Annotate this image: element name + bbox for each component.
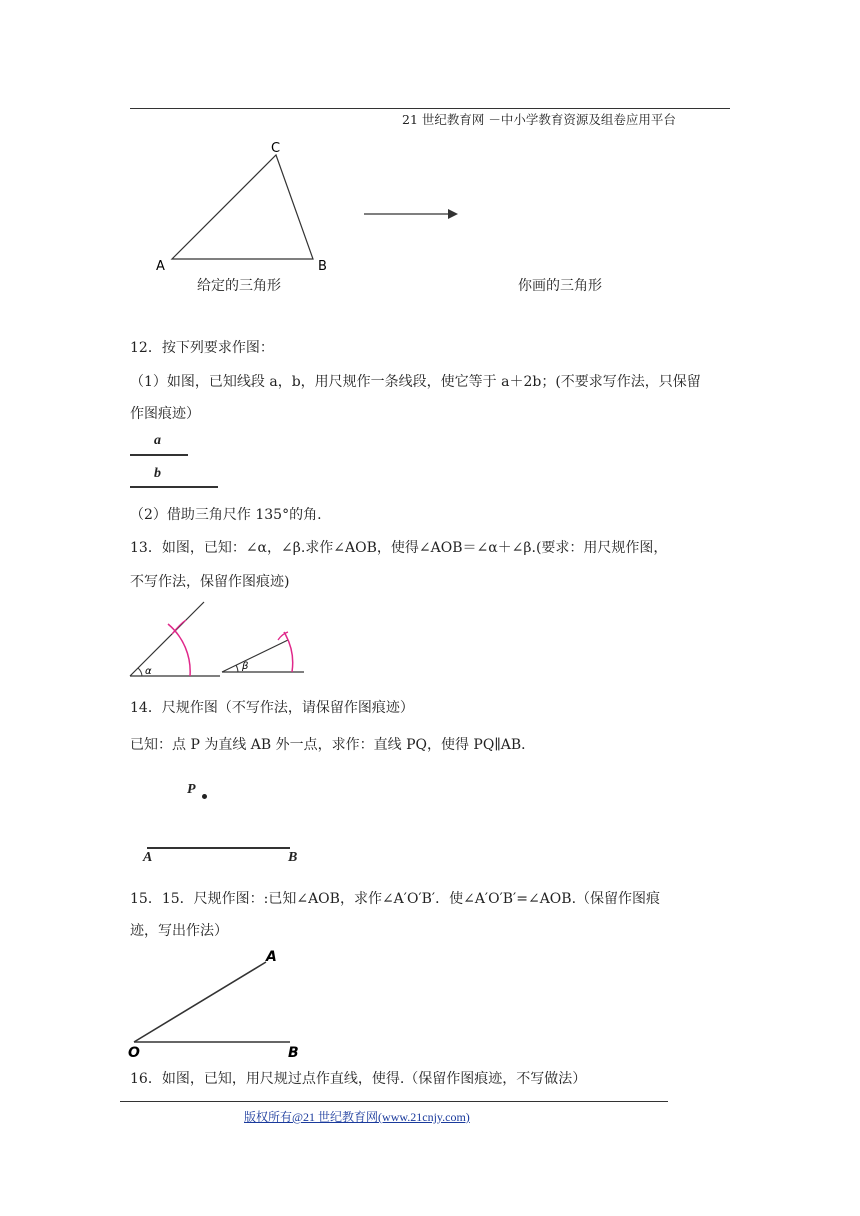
line-ab xyxy=(147,847,290,849)
angle-figures xyxy=(128,598,308,682)
point-p-label: P xyxy=(187,782,196,797)
q14-given: 已知：点 P 为直线 AB 外一点，求作：直线 PQ，使得 PQ∥AB． xyxy=(130,737,536,753)
vertex-b-label: B xyxy=(318,259,327,274)
alpha-construction-arc xyxy=(168,624,190,676)
line-ab-label-b: B xyxy=(288,850,298,865)
q15-line1: 15．15．尺规作图：:已知∠AOB，求作∠A′O′B′．使∠A′O′B′=∠AOB.（保留作图痕 xyxy=(130,891,661,907)
footer-rule xyxy=(120,1101,668,1102)
beta-slant-ray xyxy=(222,640,288,672)
alpha-slant-ray xyxy=(130,602,204,676)
q12-part1-line2: 作图痕迹） xyxy=(130,406,200,422)
q12-part1-line1: （1）如图，已知线段 a，b，用尺规作一条线段，使它等于 a＋2b；(不要求写作法，只保留 xyxy=(130,374,701,390)
point-p-dot xyxy=(202,794,207,799)
given-triangle xyxy=(172,155,313,259)
alpha-label: α xyxy=(145,666,152,677)
q13-line2: 不写作法，保留作图痕迹) xyxy=(130,574,290,590)
q15-line2: 迹，写出作法） xyxy=(130,923,228,939)
vertex-c-label: C xyxy=(271,141,281,156)
ray-oa xyxy=(134,962,266,1042)
ray-ob-label: B xyxy=(288,1045,299,1061)
angle-aob-figure xyxy=(128,946,308,1061)
caption-your-triangle: 你画的三角形 xyxy=(518,278,602,294)
line-ab-label-a: A xyxy=(143,850,153,865)
beta-construction-arc xyxy=(284,632,293,672)
q13-line1: 13．如图，已知：∠α，∠β.求作∠AOB，使得∠AOB＝∠α＋∠β.(要求：用尺规作图， xyxy=(130,540,668,556)
footer-copyright-link[interactable]: 版权所有@21 世纪教育网(www.21cnjy.com) xyxy=(244,1110,470,1124)
header-rule xyxy=(130,108,730,109)
q12-part2: （2）借助三角尺作 135°的角. xyxy=(130,507,322,523)
segment-a-label: a xyxy=(154,433,161,448)
segment-b-label: b xyxy=(154,466,161,481)
beta-small-arc xyxy=(236,665,238,672)
header-site-title: 21 世纪教育网 －中小学教育资源及组卷应用平台 xyxy=(402,112,676,127)
alpha-small-arc xyxy=(138,668,142,676)
caption-given-triangle: 给定的三角形 xyxy=(197,278,281,294)
vertex-a-label: A xyxy=(156,259,165,274)
segment-a xyxy=(130,454,188,456)
segment-b xyxy=(130,486,218,488)
vertex-o-label: O xyxy=(128,1045,140,1061)
beta-label: β xyxy=(242,661,249,672)
ray-oa-label: A xyxy=(266,949,277,965)
arrow-head-icon xyxy=(448,209,458,219)
q14-title: 14．尺规作图（不写作法，请保留作图痕迹） xyxy=(130,700,414,716)
q12-title: 12．按下列要求作图： xyxy=(130,340,274,356)
q16-text: 16．如图，已知，用尺规过点作直线，使得.（保留作图痕迹，不写做法） xyxy=(130,1071,587,1087)
